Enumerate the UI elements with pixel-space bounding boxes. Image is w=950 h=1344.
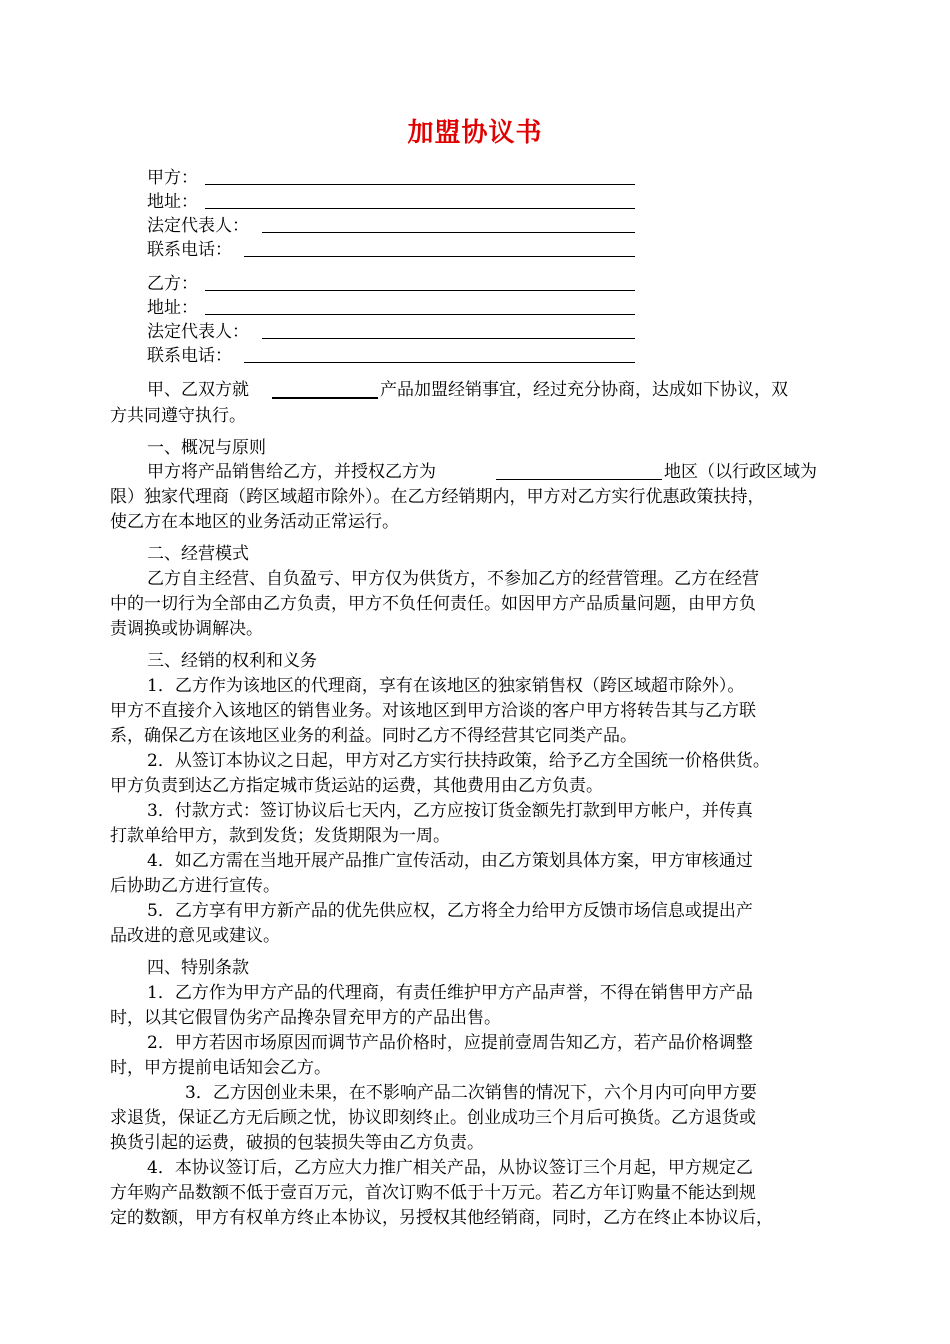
section-3-p5-line-1: 5．乙方享有甲方新产品的优先供应权，乙方将全力给甲方反馈市场信息或提出产 [147,901,753,921]
party-b-address-blank [205,314,635,315]
document-title: 加盟协议书 [407,118,543,148]
party-b-rep-blank [262,338,635,339]
section-4-p4-line-2: 方年购产品数额不低于壹百万元，首次订购不低于十万元。若乙方年订购量不能达到规 [110,1183,756,1203]
party-b-rep-label: 法定代表人： [147,322,249,342]
section-1-line-2: 限）独家代理商（跨区域超市除外）。在乙方经销期内，甲方对乙方实行优惠政策扶持， [110,487,765,507]
section-3-p3-line-2: 打款单给甲方，款到发货；发货期限为一周。 [110,826,450,846]
party-b-phone-blank [244,362,635,363]
party-b-phone-label: 联系电话： [147,346,232,366]
section-1-heading: 一、概况与原则 [147,438,266,458]
section-3-p3-line-1: 3．付款方式：签订协议后七天内，乙方应按订货金额先打款到甲方帐户，并传真 [147,801,753,821]
section-3-p1-line-3: 系，确保乙方在该地区业务的利益。同时乙方不得经营其它同类产品。 [110,726,637,746]
section-2-line-3: 责调换或协调解决。 [110,619,263,639]
section-4-p4-line-3: 定的数额，甲方有权单方终止本协议，另授权其他经销商，同时，乙方在终止本协议后， [110,1208,773,1228]
party-b-label: 乙方： [147,274,198,294]
section-1-line-1b: 地区（以行政区域为 [664,462,817,482]
section-1-line-3: 使乙方在本地区的业务活动正常运行。 [110,512,399,532]
intro-line-1a: 甲、乙双方就 [147,380,249,400]
intro-line-2: 方共同遵守执行。 [110,406,246,426]
party-a-blank [205,184,635,185]
section-4-p1-line-1: 1．乙方作为甲方产品的代理商，有责任维护甲方产品声誉，不得在销售甲方产品 [147,983,753,1003]
section-4-p3-line-2: 求退货，保证乙方无后顾之忧，协议即刻终止。创业成功三个月后可换货。乙方退货或 [110,1108,756,1128]
party-b-address-label: 地址： [147,298,198,318]
section-4-p2-line-1: 2．甲方若因市场原因而调节产品价格时，应提前壹周告知乙方，若产品价格调整 [147,1033,753,1053]
section-2-line-1: 乙方自主经营、自负盈亏、甲方仅为供货方，不参加乙方的经营管理。乙方在经营 [147,569,759,589]
section-3-p2-line-2: 甲方负责到达乙方指定城市货运站的运费，其他费用由乙方负责。 [110,776,603,796]
party-a-phone-label: 联系电话： [147,240,232,260]
party-a-label: 甲方： [147,168,198,188]
section-1-line-1a: 甲方将产品销售给乙方，并授权乙方为 [147,462,436,482]
party-a-phone-blank [244,256,635,257]
section-4-p4-line-1: 4．本协议签订后，乙方应大力推广相关产品，从协议签订三个月起，甲方规定乙 [147,1158,753,1178]
party-a-address-blank [205,208,635,209]
section-3-p5-line-2: 品改进的意见或建议。 [110,926,280,946]
party-a-rep-blank [262,232,635,233]
intro-line-1b: 产品加盟经销事宜，经过充分协商，达成如下协议，双 [380,380,788,400]
section-4-p2-line-2: 时，甲方提前电话知会乙方。 [110,1058,331,1078]
section-2-line-2: 中的一切行为全部由乙方负责，甲方不负任何责任。如因甲方产品质量问题，由甲方负 [110,594,756,614]
party-a-address-label: 地址： [147,192,198,212]
section-3-p4-line-2: 后协助乙方进行宣传。 [110,876,280,896]
section-4-p3-line-3: 换货引起的运费，破损的包装损失等由乙方负责。 [110,1133,484,1153]
product-name-blank [272,397,378,399]
section-3-p1-line-2: 甲方不直接介入该地区的销售业务。对该地区到甲方洽谈的客户甲方将转告其与乙方联 [110,701,756,721]
section-3-heading: 三、经销的权利和义务 [147,651,317,671]
section-4-heading: 四、特别条款 [147,958,249,978]
section-3-p1-line-1: 1．乙方作为该地区的代理商，享有在该地区的独家销售权（跨区域超市除外）。 [147,676,745,696]
region-blank [496,479,662,480]
section-3-p2-line-1: 2．从签订本协议之日起，甲方对乙方实行扶持政策，给予乙方全国统一价格供货。 [147,751,770,771]
party-a-rep-label: 法定代表人： [147,216,249,236]
section-4-p1-line-2: 时，以其它假冒伪劣产品搀杂冒充甲方的产品出售。 [110,1008,501,1028]
section-3-p4-line-1: 4．如乙方需在当地开展产品推广宣传活动，由乙方策划具体方案，甲方审核通过 [147,851,753,871]
section-4-p3-line-1: 3．乙方因创业未果，在不影响产品二次销售的情况下，六个月内可向甲方要 [185,1083,757,1103]
section-2-heading: 二、经营模式 [147,544,249,564]
party-b-blank [205,290,635,291]
